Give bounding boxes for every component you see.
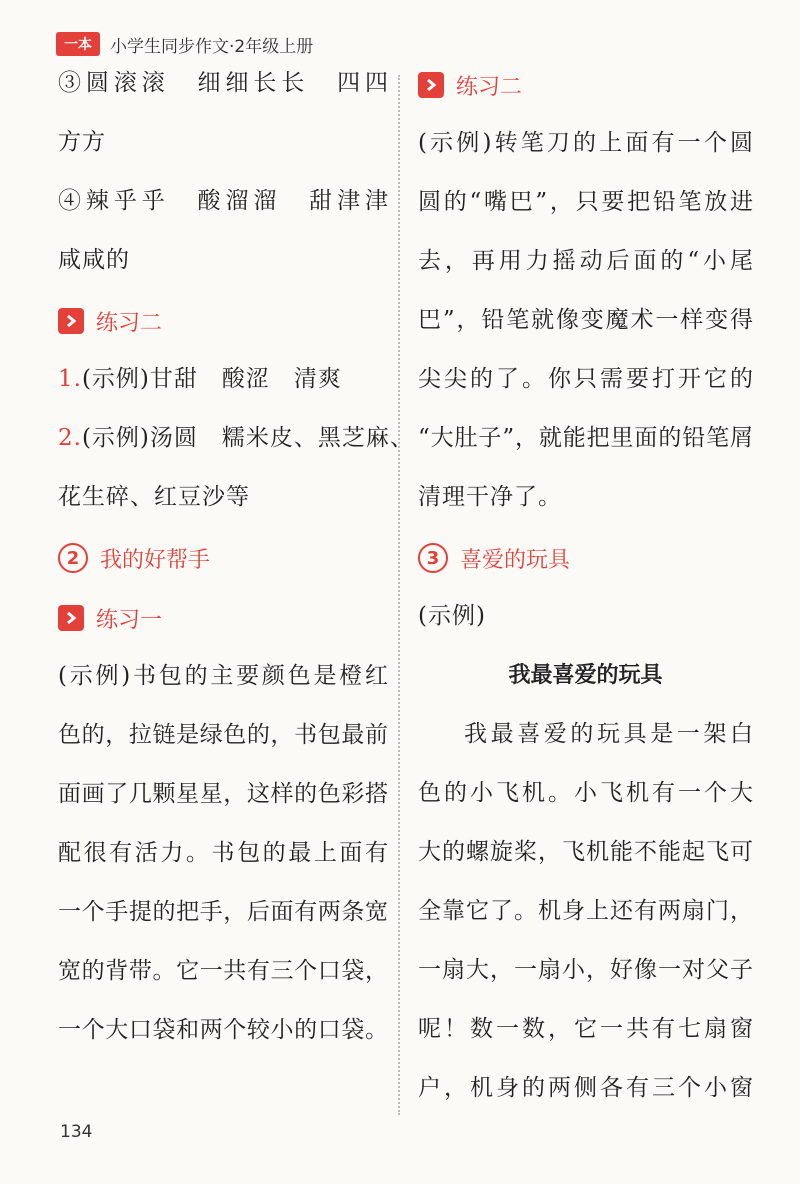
item-text: (示例)甘甜 酸涩 清爽 — [81, 366, 342, 392]
section-heading-label: 练习二 — [456, 74, 523, 100]
paragraph-line: 一个手提的把手，后面有两条宽 — [58, 899, 388, 925]
left-column — [58, 70, 414, 1076]
item-number: 1. — [58, 366, 82, 392]
brand-logo: 一本 — [56, 32, 100, 56]
page-header — [56, 30, 313, 58]
paragraph-line: (示例)书包的主要颜色是橙红 — [58, 663, 388, 689]
section-heading-label: 练习二 — [96, 310, 163, 336]
column-divider — [398, 75, 400, 1115]
paragraph-line: (示例)转笔刀的上面有一个圆 — [418, 130, 753, 156]
answer-line: 咸咸的 — [58, 247, 130, 273]
answer-line: ④辣乎乎 酸溜溜 甜津津 — [58, 188, 388, 214]
answer-item-2 — [58, 425, 414, 451]
section-heading-label: 练习一 — [96, 607, 163, 633]
paragraph-line: 我最喜爱的玩具是一架白 — [464, 721, 753, 747]
paragraph-line: 一扇大，一扇小，好像一对父子 — [418, 957, 753, 983]
paragraph-line: 去，再用力摇动后面的“小尾 — [418, 248, 753, 274]
book-title: 小学生同步作文·2年级上册 — [110, 36, 314, 57]
paragraph-line: 巴”，铅笔就像变魔术一样变得 — [418, 307, 753, 333]
paragraph-line: 尖尖的了。你只需要打开它的 — [418, 366, 753, 392]
paragraph-line: 宽的背带。它一共有三个口袋， — [58, 958, 388, 984]
answer-item-1 — [58, 366, 388, 392]
item-text: (示例)汤圆 糯米皮、黑芝麻、 — [81, 425, 414, 451]
example-label: (示例) — [418, 603, 486, 629]
chevron-right-icon — [58, 308, 84, 334]
paragraph-line: 一个大口袋和两个较小的口袋。 — [58, 1017, 388, 1043]
unit-number-badge: 3 — [418, 543, 448, 573]
answer-line: 方方 — [58, 129, 106, 155]
answer-line: ③圆滚滚 细细长长 四四 — [58, 70, 388, 96]
item-number: 2. — [58, 425, 82, 451]
right-column — [418, 70, 753, 1134]
section-heading-practice2 — [418, 70, 753, 100]
paragraph-line: 户，机身的两侧各有三个小窗 — [418, 1075, 753, 1101]
paragraph-line: “大肚子”，就能把里面的铅笔屑 — [418, 425, 753, 451]
chevron-right-icon — [58, 605, 84, 631]
paragraph-line: 大的螺旋桨，飞机能不能起飞可 — [418, 839, 753, 865]
unit-heading-2 — [58, 543, 388, 573]
paragraph-line: 色的小飞机。小飞机有一个大 — [418, 780, 753, 806]
paragraph-line: 清理干净了。 — [418, 484, 562, 510]
unit-title: 我的好帮手 — [100, 547, 211, 573]
essay-title: 我最喜爱的玩具 — [508, 662, 663, 688]
page-number: 134 — [60, 1122, 93, 1142]
answer-line: 花生碎、红豆沙等 — [58, 484, 250, 510]
unit-heading-3 — [418, 543, 753, 573]
paragraph-line: 面画了几颗星星，这样的色彩搭 — [58, 781, 388, 807]
paragraph-line: 全靠它了。机身上还有两扇门， — [418, 898, 753, 924]
paragraph-line: 色的，拉链是绿色的，书包最前 — [58, 722, 388, 748]
section-heading-practice2 — [58, 306, 388, 336]
section-heading-practice1 — [58, 603, 388, 633]
paragraph-line: 呢！数一数，它一共有七扇窗 — [418, 1016, 753, 1042]
unit-number-badge: 2 — [58, 543, 88, 573]
paragraph-line: 圆的“嘴巴”，只要把铅笔放进 — [418, 189, 753, 215]
unit-title: 喜爱的玩具 — [460, 547, 571, 573]
paragraph-line: 配很有活力。书包的最上面有 — [58, 840, 388, 866]
chevron-right-icon — [418, 72, 444, 98]
